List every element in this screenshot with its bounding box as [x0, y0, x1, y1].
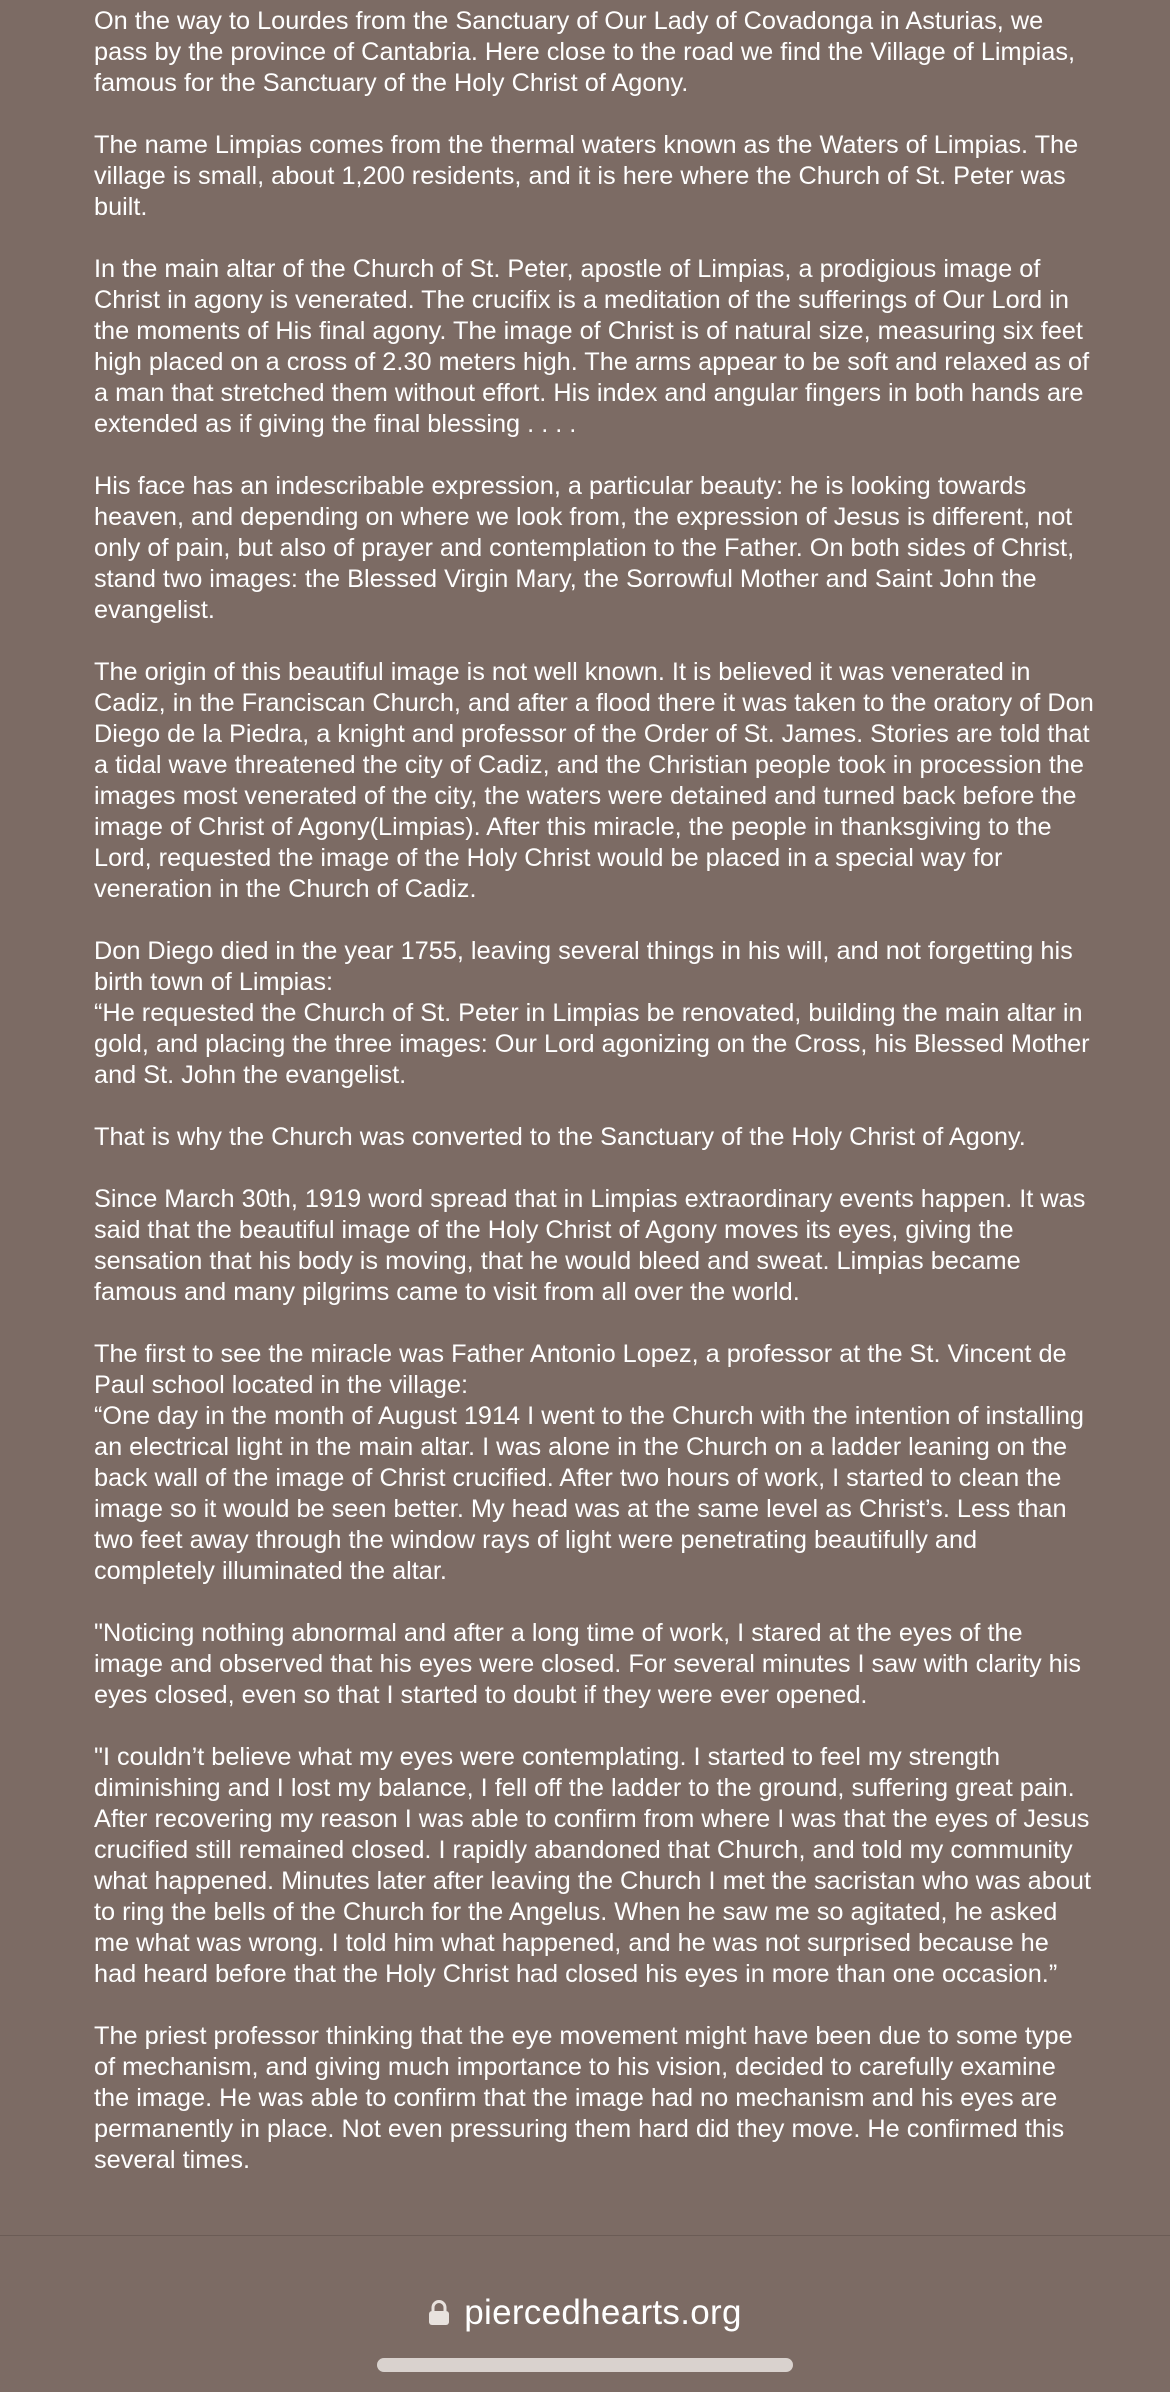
- article-paragraph: The origin of this beautiful image is not well known. It is believed it was venerated in Cadiz, in the Franciscan Church, and after a flood there it was taken to the oratory of Don Diego de la Piedra, a knight and professor of the Order of St. James. Stories are told that a tidal wave threatened the city of Cadiz, and the Christian people took in procession the images most venerated of the city, the waters were detained and turned back before the image of Christ of Agony(Limpias). After this miracle, the people in thanksgiving to the Lord, requested the image of the Holy Christ would be placed in a special way for veneration in the Church of Cadiz.: [94, 658, 1094, 903]
- lock-icon: [428, 2300, 450, 2326]
- article-paragraph: That is why the Church was converted to the Sanctuary of the Holy Christ of Agony.: [94, 1123, 1026, 1151]
- url-text[interactable]: piercedhearts.org: [464, 2293, 742, 2332]
- browser-bottom-bar: [0, 2235, 1170, 2392]
- article-paragraph: On the way to Lourdes from the Sanctuary of Our Lady of Covadonga in Asturias, we pass by the province of Cantabria. Here close to the road we find the Village of Limpias, famous for the Sanctuary of the Holy Christ of Agony.: [94, 7, 1076, 97]
- article-paragraph: The first to see the miracle was Father Antonio Lopez, a professor at the St. Vincent de Paul school located in the village: “One day in the month of August 1914 I went to the Church with the intention of installing an electrical light in the main altar. I was alone in the Church on a ladder leaning on the back wall of the image of Christ crucified. After two hours of work, I started to clean the image so it would be seen better. My head was at the same level as Christ’s. Less than two feet away through the window rays of light were penetrating beautifully and completely illuminated the altar.: [94, 1340, 1085, 1585]
- article-paragraph: Don Diego died in the year 1755, leaving several things in his will, and not forgetting his birth town of Limpias: “He requested the Church of St. Peter in Limpias be renovated, building the main altar in gold, and placing the three images: Our Lord agonizing on the Cross, his Blessed Mother and St. John the evangelist.: [94, 937, 1090, 1089]
- address-bar[interactable]: [0, 2293, 1170, 2333]
- article-paragraph: The name Limpias comes from the thermal waters known as the Waters of Limpias. The village is small, about 1,200 residents, and it is here where the Church of St. Peter was built.: [94, 131, 1079, 221]
- article-paragraph: "Noticing nothing abnormal and after a long time of work, I stared at the eyes of the image and observed that his eyes were closed. For several minutes I saw with clarity his eyes closed, even so that I started to doubt if they were ever opened.: [94, 1619, 1082, 1709]
- article-paragraph: "I couldn’t believe what my eyes were contemplating. I started to feel my strength diminishing and I lost my balance, I fell off the ladder to the ground, suffering great pain. After recovering my reason I was able to confirm from where I was that the eyes of Jesus crucified still remained closed. I rapidly abandoned that Church, and told my community what happened. Minutes later after leaving the Church I met the sacristan who was about to ring the bells of the Church for the Angelus. When he saw me so agitated, he asked me what was wrong. I told him what happened, and he was not surprised because he had heard before that the Holy Christ had closed his eyes in more than one occasion.”: [94, 1743, 1091, 1988]
- home-indicator[interactable]: [377, 2358, 793, 2372]
- article-paragraph: His face has an indescribable expression, a particular beauty: he is looking towards heaven, and depending on where we look from, the expression of Jesus is different, not only of pain, but also of prayer and contemplation to the Father. On both sides of Christ, stand two images: the Blessed Virgin Mary, the Sorrowful Mother and Saint John the evangelist.: [94, 472, 1075, 624]
- article-paragraph: Since March 30th, 1919 word spread that in Limpias extraordinary events happen. It was said that the beautiful image of the Holy Christ of Agony moves its eyes, giving the sensation that his body is moving, that he would bleed and sweat. Limpias became famous and many pilgrims came to visit from all over the world.: [94, 1185, 1086, 1306]
- article-paragraph: The priest professor thinking that the eye movement might have been due to some type of mechanism, and giving much importance to his vision, decided to carefully examine the image. He was able to confirm that the image had no mechanism and his eyes are permanently in place. Not even pressuring them hard did they move. He confirmed this several times.: [94, 2022, 1073, 2174]
- article-paragraph: In the main altar of the Church of St. Peter, apostle of Limpias, a prodigious image of Christ in agony is venerated. The crucifix is a meditation of the sufferings of Our Lord in the moments of His final agony. The image of Christ is of natural size, measuring six feet high placed on a cross of 2.30 meters high. The arms appear to be soft and relaxed as of a man that stretched them without effort. His index and angular fingers in both hands are extended as if giving the final blessing . . . .: [94, 255, 1090, 438]
- article-content: [94, 6, 1094, 2207]
